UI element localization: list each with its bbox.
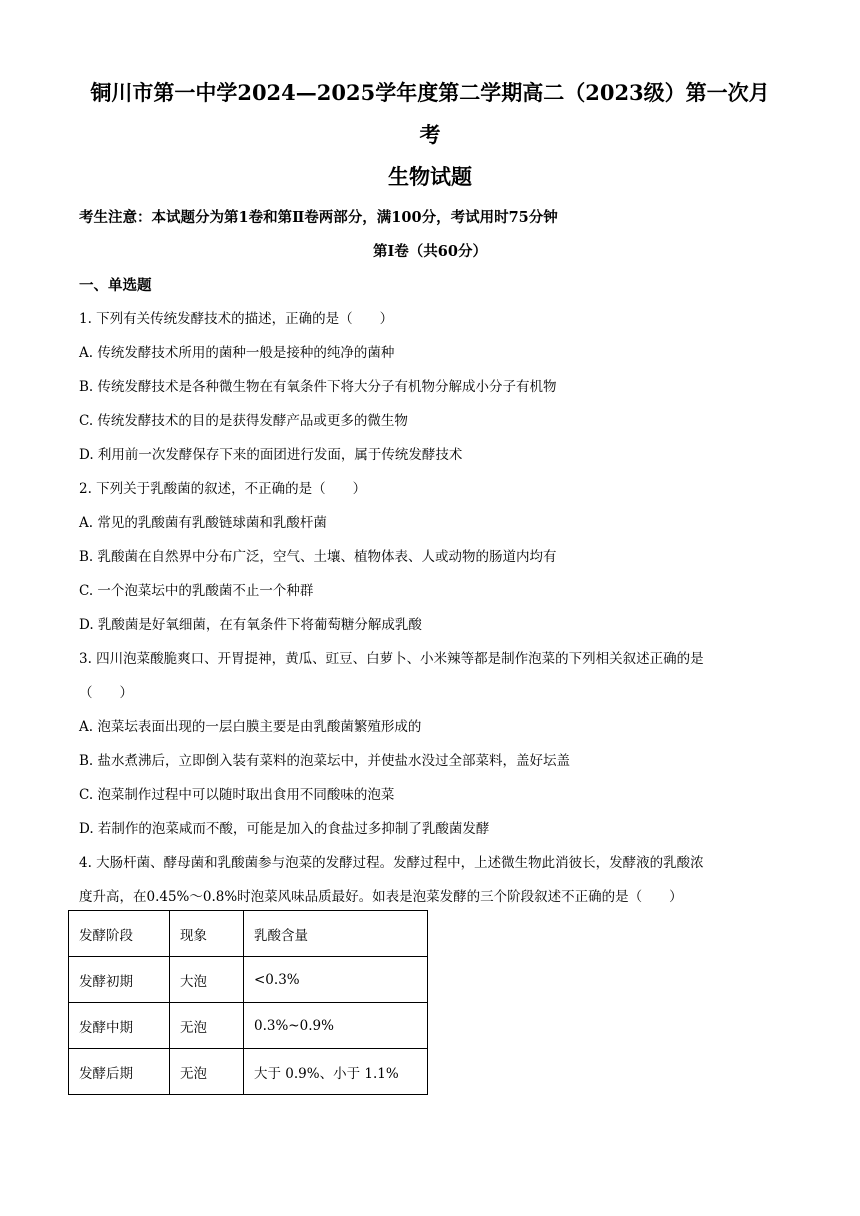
table-header-cell: 发酵阶段: [69, 911, 170, 957]
question-1-stem: 1. 下列有关传统发酵技术的描述，正确的是（ ）: [79, 311, 394, 327]
table-cell: 发酵中期: [69, 1003, 170, 1049]
table-cell: 无泡: [170, 1049, 244, 1095]
question-4-stem-line2: 度升高，在0.45%～0.8%时泡菜风味品质最好。如表是泡菜发酵的三个阶段叙述不正确的是（ ）: [79, 889, 683, 905]
question-3-stem-line1: 3. 四川泡菜酸脆爽口、开胃提神，黄瓜、豇豆、白萝卜、小米辣等都是制作泡菜的下列相关叙述正确的是: [79, 651, 704, 667]
table-cell: 无泡: [170, 1003, 244, 1049]
question-1-option-b: B. 传统发酵技术是各种微生物在有氧条件下将大分子有机物分解成小分子有机物: [79, 379, 557, 395]
exam-title-line1: 铜川市第一中学2024—2025学年度第二学期高二（2023级）第一次月: [90, 80, 770, 105]
table-cell: 大于 0.9%、小于 1.1%: [244, 1049, 428, 1095]
table-cell: 发酵初期: [69, 957, 170, 1003]
subject-title: 生物试题: [388, 164, 472, 189]
section-heading: 一、单选题: [79, 277, 152, 294]
question-3-option-b: B. 盐水煮沸后，立即倒入装有菜料的泡菜坛中，并使盐水没过全部菜料，盖好坛盖: [79, 753, 571, 769]
question-2-option-d: D. 乳酸菌是好氧细菌，在有氧条件下将葡萄糖分解成乳酸: [79, 617, 422, 633]
fermentation-stage-table: [68, 910, 428, 1095]
question-2-option-c: C. 一个泡菜坛中的乳酸菌不止一个种群: [79, 583, 314, 599]
question-4-stem-line1: 4. 大肠杆菌、酵母菌和乳酸菌参与泡菜的发酵过程。发酵过程中，上述微生物此消彼长，发酵液的乳酸浓: [79, 855, 704, 871]
part-heading: 第I卷（共60分）: [373, 243, 487, 260]
table-header-cell: 乳酸含量: [244, 911, 428, 957]
question-3-option-c: C. 泡菜制作过程中可以随时取出食用不同酸味的泡菜: [79, 787, 395, 803]
table-row: [69, 957, 428, 1003]
question-3-option-d: D. 若制作的泡菜咸而不酸，可能是加入的食盐过多抑制了乳酸菌发酵: [79, 821, 490, 837]
table-header-row: [69, 911, 428, 957]
question-3-stem-line2: （ ）: [79, 685, 133, 701]
exam-title-line2: 考: [419, 122, 441, 147]
table-row: [69, 1003, 428, 1049]
question-2-option-b: B. 乳酸菌在自然界中分布广泛，空气、土壤、植物体表、人或动物的肠道内均有: [79, 549, 557, 565]
table-cell: 发酵后期: [69, 1049, 170, 1095]
table-cell: 0.3%~0.9%: [244, 1003, 428, 1049]
exam-notice: 考生注意：本试题分为第1卷和第Ⅱ卷两部分，满100分，考试用时75分钟: [79, 209, 558, 226]
table-row: [69, 1049, 428, 1095]
question-2-stem: 2. 下列关于乳酸菌的叙述，不正确的是（ ）: [79, 481, 367, 497]
question-1-option-c: C. 传统发酵技术的目的是获得发酵产品或更多的微生物: [79, 413, 408, 429]
table-cell: <0.3%: [244, 957, 428, 1003]
question-1-option-d: D. 利用前一次发酵保存下来的面团进行发面，属于传统发酵技术: [79, 447, 463, 463]
question-2-option-a: A. 常见的乳酸菌有乳酸链球菌和乳酸杆菌: [79, 515, 327, 531]
question-1-option-a: A. 传统发酵技术所用的菌种一般是接种的纯净的菌种: [79, 345, 395, 361]
question-3-option-a: A. 泡菜坛表面出现的一层白膜主要是由乳酸菌繁殖形成的: [79, 719, 422, 735]
table-cell: 大泡: [170, 957, 244, 1003]
table-header-cell: 现象: [170, 911, 244, 957]
